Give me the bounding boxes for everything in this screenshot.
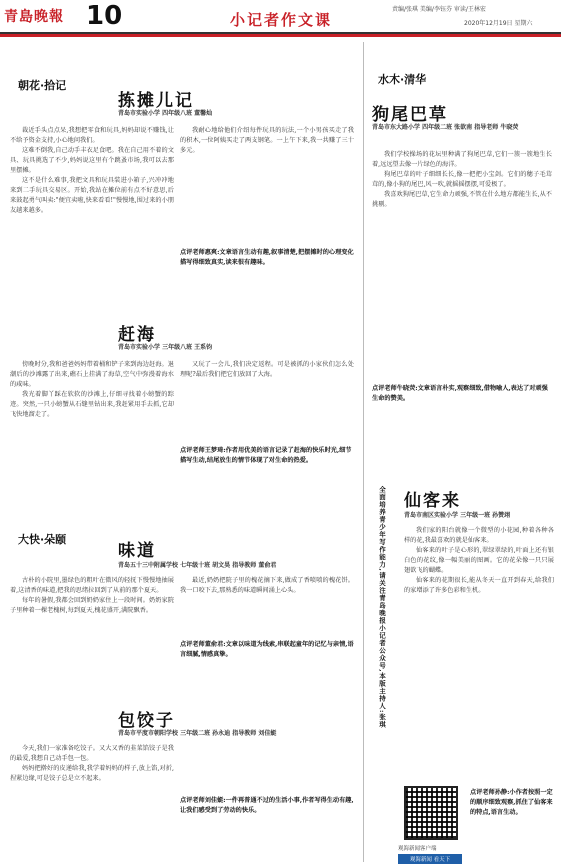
article-byline: 青岛市实验小学 四年级八班 董馨灿 bbox=[118, 110, 213, 117]
paragraph: 狗尾巴草的叶子细细长长,像一把把小宝剑。它们的穗子毛茸茸的,像小狗的尾巴,风一吹,就摇摇摆摆,可爱极了。 bbox=[372, 171, 552, 188]
article-body bbox=[10, 576, 174, 686]
article-body bbox=[180, 576, 354, 636]
paragraph: 傍晚时分,我和爸爸妈妈带着桶和铲子来到海边赶海。退潮后的沙滩露了出来,礁石上挂满了海草,空气中弥漫着海水的咸味。 bbox=[10, 361, 174, 388]
article-body bbox=[372, 150, 552, 378]
paragraph: 仙客来的花期很长,能从冬天一直开到春天,给我们的家增添了许多色彩和生机。 bbox=[404, 577, 554, 594]
article-byline: 青岛市东大路小学 四年级二班 张欲南 指导老师 牛晓荧 bbox=[372, 124, 519, 131]
newspaper-logo: 青島晚報 bbox=[4, 9, 64, 25]
paragraph: 古朴的小院里,墨绿色的粗叶在微风的轻抚下慢慢地抽展着,这清香的味道,把我的思绪拉回到了从前的那个夏天。 bbox=[10, 577, 174, 594]
column-badge-shuimu bbox=[372, 68, 472, 88]
article-title-jiantanr: 拣摊儿记 bbox=[118, 91, 194, 111]
paragraph: 我们学校操场的花坛里种满了狗尾巴草,它们一簇一簇地生长着,远远望去像一片绿色的海洋。 bbox=[372, 151, 552, 168]
article-body bbox=[180, 360, 354, 440]
page-number: 10 bbox=[86, 1, 123, 31]
article-body bbox=[10, 126, 174, 294]
column-badge-dakuai bbox=[12, 528, 104, 548]
issue-date: 2020年12月19日 星期六 bbox=[464, 20, 533, 27]
teacher-comment bbox=[372, 384, 552, 430]
article-body bbox=[10, 360, 174, 524]
qr-code-icon bbox=[404, 786, 458, 840]
article-body bbox=[180, 126, 354, 246]
teacher-comment bbox=[180, 640, 354, 680]
article-byline: 青岛五十三中附属学校 七年级十班 胡文昊 指导教师 董俞君 bbox=[118, 562, 277, 569]
article-title-weidao: 味道 bbox=[118, 541, 156, 561]
column-badge-label: 朝花·拾记 bbox=[18, 79, 67, 92]
column-badge-label: 大快·朵颐 bbox=[18, 533, 67, 546]
paragraph: 又玩了一会儿,我们决定返程。可是被抓的小家伙们怎么处理呢?最后我们把它们放回了大海。 bbox=[180, 361, 354, 378]
qr-caption: 观海新闻客户端 bbox=[398, 846, 437, 852]
column-divider bbox=[363, 42, 364, 862]
column-badge-label: 水木·清华 bbox=[378, 73, 427, 86]
teacher-comment bbox=[180, 248, 354, 296]
section-title: 小记者作文课 bbox=[230, 11, 333, 29]
paragraph: 我耐心地给他们介绍每件玩具的玩法,一个小男孩买走了我的积木,一位阿姨买走了两支钢笔。一上午下来,我一共赚了三十多元。 bbox=[180, 127, 354, 154]
paragraph: 这不是什么难事,我把文具和玩具装进小箱子,兴冲冲地来到二手玩具交易区。开始,我站在摊位前有点不好意思,后来鼓起勇气叫卖:"便宜卖啦,快来看看!"慢慢地,围过来的小朋友越来越多。 bbox=[10, 177, 174, 214]
column-badge-zhaohua bbox=[12, 74, 104, 94]
paragraph: 我喜欢狗尾巴草,它生命力顽强,不管在什么地方都能生长,从不挑剔。 bbox=[372, 191, 552, 208]
paragraph: 每年的暑假,我都会回到奶奶家住上一段时间。奶奶家院子里种着一棵老槐树,每到夏天,槐花盛开,满院飘香。 bbox=[10, 597, 174, 614]
article-body bbox=[10, 744, 174, 860]
paragraph: 我光着脚丫踩在软软的沙滩上,仔细寻找着小螃蟹的踪迹。突然,一只小螃蟹从石缝里钻出来,我赶紧用手去抓,它却飞快地溜走了。 bbox=[10, 391, 174, 418]
qr-banner: 观海新闻 看天下 bbox=[398, 854, 462, 864]
article-byline: 青岛市实验小学 三年级八班 王系钧 bbox=[118, 344, 213, 351]
teacher-comment bbox=[180, 446, 354, 506]
teacher-comment bbox=[180, 796, 354, 856]
comment-text: 点评老师王梦琦:作者用优美的语言记录了赶海的快乐时光,细节描写生动,结尾放生的情节体现了对生命的热爱。 bbox=[180, 447, 352, 464]
article-title-xiankelai: 仙客来 bbox=[404, 491, 461, 511]
paragraph: 妈妈把擀好的皮递给我,我学着妈妈的样子,放上馅,对折,捏紧边缘,可是饺子总是立不起来。 bbox=[10, 765, 174, 782]
article-title-gouweibacao: 狗尾巴草 bbox=[372, 105, 448, 125]
article-byline: 青岛市南区实验小学 三年级一班 孙赞翊 bbox=[404, 512, 511, 519]
side-note: 全面培养青少年写作能力,请关注青岛晚报小记者公众号,本版主持人:张琪 bbox=[378, 486, 386, 729]
teacher-comment bbox=[470, 788, 554, 860]
comment-text: 点评老师董俞君:文章以味道为线索,串联起童年的记忆与亲情,语言细腻,情感真挚。 bbox=[180, 641, 354, 658]
paragraph: 我们家的阳台就像一个微型的小花园,种着各种各样的花,我最喜欢的就是仙客来。 bbox=[404, 527, 554, 544]
comment-text: 点评老师惠爽:文章语言生动有趣,叙事清楚,把摆摊时的心理变化描写得细致真实,读来很有趣味。 bbox=[180, 249, 354, 266]
header-rule bbox=[0, 34, 561, 37]
article-title-ganhai: 赶海 bbox=[118, 325, 156, 345]
comment-text: 点评老师刘佳蜓:一件再普通不过的生活小事,作者写得生动有趣,让我们感受到了劳动的快乐。 bbox=[180, 797, 354, 814]
comment-text: 点评老师牛晓荧:文章语言朴实,观察细致,借物喻人,表达了对顽强生命的赞美。 bbox=[372, 385, 548, 402]
paragraph: 最近,奶奶把院子里的槐花摘下来,做成了香喷喷的槐花饼。我一口咬下去,那熟悉的味道瞬间涌上心头。 bbox=[180, 577, 354, 594]
editors-line: 责编/张琪 美编/李钰芬 审读/王林宏 bbox=[392, 6, 486, 13]
article-body bbox=[404, 526, 554, 776]
paragraph: 裁近手头点点呆,我想把零食和玩具,妈妈却说不赚钱,让不给予资金支持,小心地问我们。 bbox=[10, 127, 174, 144]
paragraph: 今天,我们一家准备吃饺子。又大又香的韭菜馅饺子是我的最爱,我想自己动手包一包。 bbox=[10, 745, 174, 762]
comment-text: 点评老师孙静:小作者按照一定的顺序细致观察,抓住了仙客来的特点,语言生动。 bbox=[470, 789, 553, 816]
article-byline: 青岛市平度市朝阳学校 三年级二班 孙永迪 指导教师 刘佳蜓 bbox=[118, 730, 277, 737]
article-title-baojiaozi: 包饺子 bbox=[118, 711, 175, 731]
paragraph: 仙客来的叶子是心形的,翠绿翠绿的,叶面上还有银白色的花纹,像一幅美丽的图画。它的花朵像一只只展翅欲飞的蝴蝶。 bbox=[404, 547, 554, 574]
paragraph: 这难不倒我,自己动手丰衣足食吧。我在自己用不着的文具、玩具挑选了不少,妈妈说这里有个跳蚤市场,我可以去那里摆摊。 bbox=[10, 147, 174, 174]
